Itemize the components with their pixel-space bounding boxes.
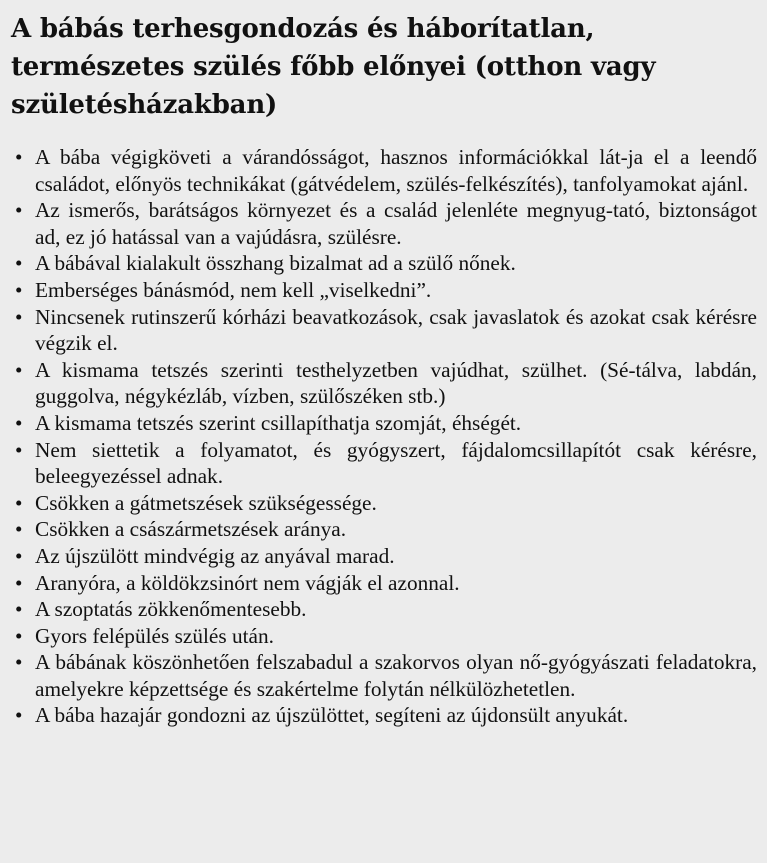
list-item-text: Csökken a gátmetszések szükségessége. <box>35 490 377 515</box>
list-item <box>11 277 757 304</box>
list-item <box>11 490 757 517</box>
bullet-icon: • <box>15 145 23 169</box>
list-item-text: A kismama tetszés szerint csillapíthatja szomját, éhségét. <box>35 410 522 435</box>
list-item-text: Emberséges bánásmód, nem kell „viselkedni”. <box>35 277 432 302</box>
benefits-list <box>11 144 757 729</box>
bullet-icon: • <box>15 703 23 728</box>
bullet-icon: • <box>15 490 23 515</box>
list-item <box>11 623 757 650</box>
bullet-icon: • <box>15 570 23 595</box>
list-item-text: Az ismerős, barátságos környezet és a család jelenléte megnyug-tató, biztonságot ad, ez jó hatással van a vajúdásra, szülésre. <box>35 198 757 249</box>
list-item-text: Csökken a császármetszések aránya. <box>35 517 347 542</box>
list-item <box>11 702 757 729</box>
list-item-text: A szoptatás zökkenőmentesebb. <box>35 597 307 622</box>
list-item <box>11 437 757 490</box>
bullet-icon: • <box>15 251 23 276</box>
list-item-text: Gyors felépülés szülés után. <box>35 623 274 648</box>
list-item <box>11 357 757 410</box>
list-item <box>11 410 757 437</box>
bullet-icon: • <box>15 650 23 675</box>
list-item <box>11 250 757 277</box>
bullet-icon: • <box>15 543 23 568</box>
list-item <box>11 197 757 250</box>
list-item-text: A bába végigköveti a várandósságot, hasznos információkkal lát-ja el a leendő családot, előnyös technikákat (gátvédelem, szülés-felkészítés), tanfolyamokat ajánl. <box>35 145 757 196</box>
list-item-text: A bába hazajár gondozni az újszülöttet, segíteni az újdonsült anyukát. <box>35 703 629 728</box>
bullet-icon: • <box>15 357 23 382</box>
list-item <box>11 543 757 570</box>
document-title: A bábás terhesgondozás és háborítatlan, természetes szülés főbb előnyei (otthon vagy születésházakban) <box>11 14 656 120</box>
list-item-text: A bábának köszönhetően felszabadul a szakorvos olyan nő-gyógyászati feladatokra, amelyekre képzettsége és szakértelme folytán nélkülözhetetlen. <box>35 650 757 701</box>
bullet-icon: • <box>15 437 23 462</box>
list-item <box>11 516 757 543</box>
list-item-text: Az újszülött mindvégig az anyával marad. <box>35 543 395 568</box>
list-item-text: Nem siettetik a folyamatot, és gyógyszert, fájdalomcsillapítót csak kérésre, beleegyezéssel adnak. <box>35 437 757 489</box>
bullet-icon: • <box>15 597 23 622</box>
bullet-icon: • <box>15 198 23 223</box>
list-item <box>11 570 757 597</box>
bullet-icon: • <box>15 517 23 542</box>
bullet-icon: • <box>15 623 23 648</box>
list-item-text: A bábával kialakult összhang bizalmat ad a szülő nőnek. <box>35 251 516 276</box>
list-item-text: Aranyóra, a köldökzsinórt nem vágják el azonnal. <box>35 570 460 595</box>
bullet-icon: • <box>15 277 23 302</box>
list-item <box>11 596 757 623</box>
list-item-text: A kismama tetszés szerinti testhelyzetben vajúdhat, szülhet. (Sé-tálva, labdán, guggolva, négykézláb, vízben, szülőszéken stb.) <box>35 357 757 409</box>
bullet-icon: • <box>15 304 23 329</box>
list-item-text: Nincsenek rutinszerű kórházi beavatkozások, csak javaslatok és azokat csak kérésre végzik el. <box>35 304 757 356</box>
list-item <box>11 304 757 357</box>
bullet-icon: • <box>15 410 23 435</box>
list-item <box>11 649 757 702</box>
list-item <box>11 144 757 197</box>
